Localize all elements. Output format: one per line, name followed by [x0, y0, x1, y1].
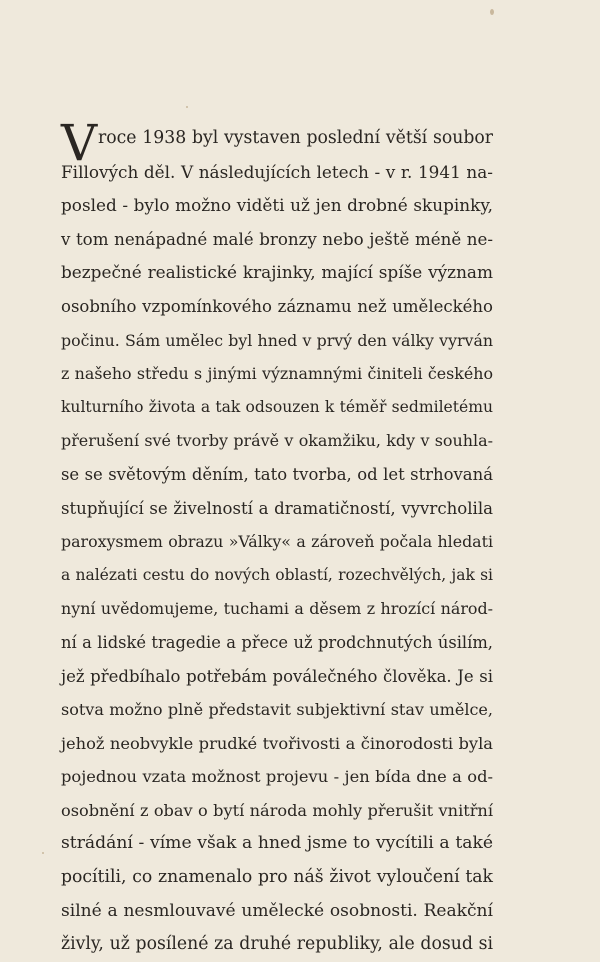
- text-line: ní a lidské tragedie a přece už prodchnutých úsilím,: [61, 632, 493, 652]
- text-line: bezpečné realistické krajinky, mající spíše význam: [61, 262, 493, 283]
- text-line: osobnění z obav o bytí národa mohly přerušit vnitřní: [61, 800, 493, 820]
- text-line: živly, už posílené za druhé republiky, ale dosud si: [61, 934, 493, 955]
- text-line: pojednou vzata možnost projevu - jen bída dne a od-: [61, 767, 493, 787]
- text-line: jež předbíhalo potřebám poválečného člověka. Je si: [61, 666, 493, 686]
- text-line: paroxysmem obrazu »Války« a zároveň počala hledati: [61, 532, 493, 552]
- text-line: počinu. Sám umělec byl hned v prvý den války vyrván: [61, 330, 493, 350]
- text-line: sotva možno plně představit subjektivní stav umělce,: [61, 700, 493, 720]
- text-line: stupňující se živelností a dramatičností, vyvrcholila: [61, 498, 493, 518]
- text-line: strádání - víme však a hned jsme to vycítili a také: [61, 833, 493, 854]
- text-line: kulturního života a tak odsouzen k téměř sedmiletému: [61, 397, 493, 416]
- paper-speck: [42, 852, 44, 854]
- text-line: silné a nesmlouvavé umělecké osobnosti. Reakční: [61, 900, 493, 921]
- article-text: [61, 114, 493, 962]
- text-line: přerušení své tvorby právě v okamžiku, kdy v souhla-: [61, 431, 493, 451]
- drop-cap: V: [61, 114, 98, 172]
- text-line: Fillových děl. V následujících letech - v r. 1941 na-: [61, 161, 493, 182]
- text-line: jehož neobvykle prudké tvořivosti a činorodosti byla: [61, 733, 493, 753]
- text-line: osobního vzpomínkového záznamu než uměleckého: [61, 296, 493, 316]
- text-line: nyní uvědomujeme, tuchami a děsem z hrozící národ-: [61, 599, 493, 619]
- text-line: roce 1938 byl vystaven poslední větší soubor: [98, 128, 493, 148]
- text-line: posled - bylo možno viděti už jen drobné skupinky,: [61, 195, 493, 216]
- paper-speck: [186, 106, 188, 108]
- paper-speck: [490, 9, 494, 15]
- text-line: pocítili, co znamenalo pro náš život vyloučení tak: [61, 867, 493, 888]
- text-line: v tom nenápadné malé bronzy nebo ještě méně ne-: [61, 229, 493, 249]
- text-line: z našeho středu s jinými významnými činiteli českého: [61, 364, 493, 384]
- text-line: se se světovým děním, tato tvorba, od let strhovaná: [61, 464, 493, 484]
- text-line: a nalézati cestu do nových oblastí, rozechvělých, jak si: [61, 565, 493, 584]
